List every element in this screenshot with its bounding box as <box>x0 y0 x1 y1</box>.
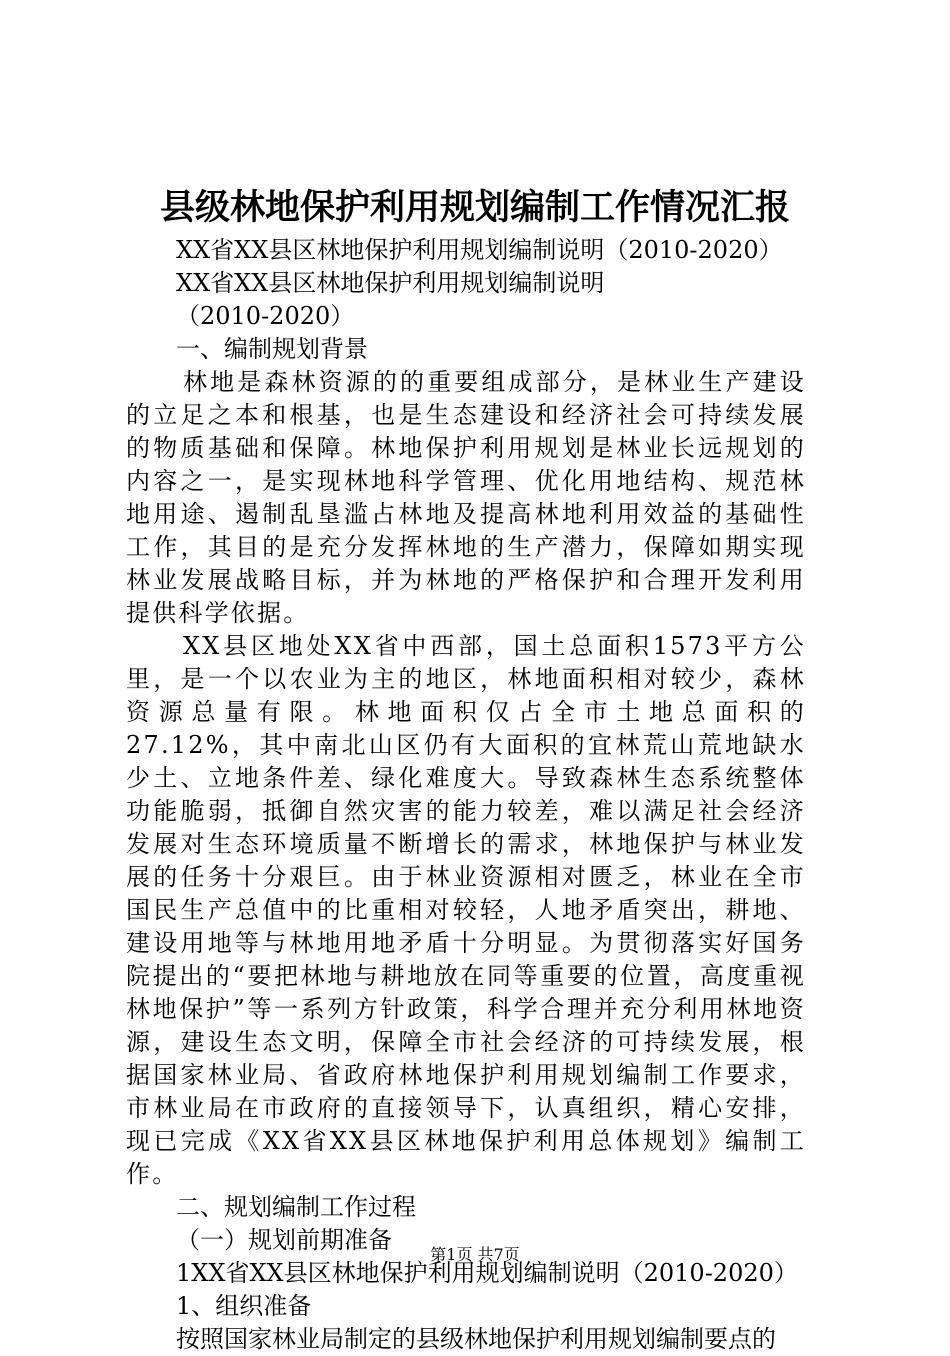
page-footer: 第1页 共7页 <box>430 1245 520 1264</box>
paragraph: XX县区地处XX省中西部，国土总面积1573平方公里，是一个以农业为主的地区，林地面积相对较少，森林资源总量有限。林地面积仅占全市土地总面积的27.12%，其中南北山区仍有大面积的宜林荒山荒地缺水少土、立地条件差、绿化难度大。导致森林生态系统整体功能脆弱，抵御自然灾害的能力较差，难以满足社会经济发展对生态环境质量不断增长的需求，林地保护与林业发展的任务十分艰巨。由于林业资源相对匮乏，林业在全市国民生产总值中的比重相对较轻，人地矛盾突出，耕地、建设用地等与林地用地矛盾十分明显。为贯彻落实好国务院提出的“要把林地与耕地放在同等重要的位置，高度重视林地保护”等一系列方针政策，科学合理并充分利用林地资源，建设生态文明，保障全市社会经济的可持续发展，根据国家林业局、省政府林地保护利用规划编制工作要求，市林业局在市政府的直接领导下，认真组织，精心安排，现已完成《XX省XX县区林地保护利用总体规划》编制工作。 <box>126 632 806 1188</box>
subsection-heading: （一）规划前期准备 <box>176 1226 392 1254</box>
paragraph: 林地是森林资源的的重要组成部分，是林业生产建设的立足之本和根基，也是生态建设和经济社会可持续发展的物质基础和保障。林地保护利用规划是林业长远规划的内容之一，是实现林地科学管理、优化用地结构、规范林地用途、遏制乱垦滥占林地及提高林地利用效益的基础性工作，其目的是充分发挥林地的生产潜力，保障如期实现林业发展战略目标，并为林地的严格保护和合理开发利用提供科学依据。 <box>126 368 806 627</box>
document-body <box>126 234 856 1356</box>
document-line: 按照国家林业局制定的县级林地保护利用规划编制要点的 <box>176 1325 776 1353</box>
paragraph-block <box>126 366 806 1191</box>
subtitle-line: XX省XX县区林地保护利用规划编制说明 <box>176 269 605 297</box>
document-title: 县级林地保护利用规划编制工作情况汇报 <box>159 187 790 228</box>
subtitle-line: XX省XX县区林地保护利用规划编制说明（2010-2020） <box>176 236 783 264</box>
subtitle-year-line: （2010-2020） <box>176 302 355 330</box>
section-heading: 一、编制规划背景 <box>176 335 368 363</box>
subsection-heading: 1、组织准备 <box>176 1292 312 1320</box>
section-heading: 二、规划编制工作过程 <box>176 1193 416 1221</box>
document-line: 1XX省XX县区林地保护利用规划编制说明（2010-2020） <box>176 1259 798 1287</box>
